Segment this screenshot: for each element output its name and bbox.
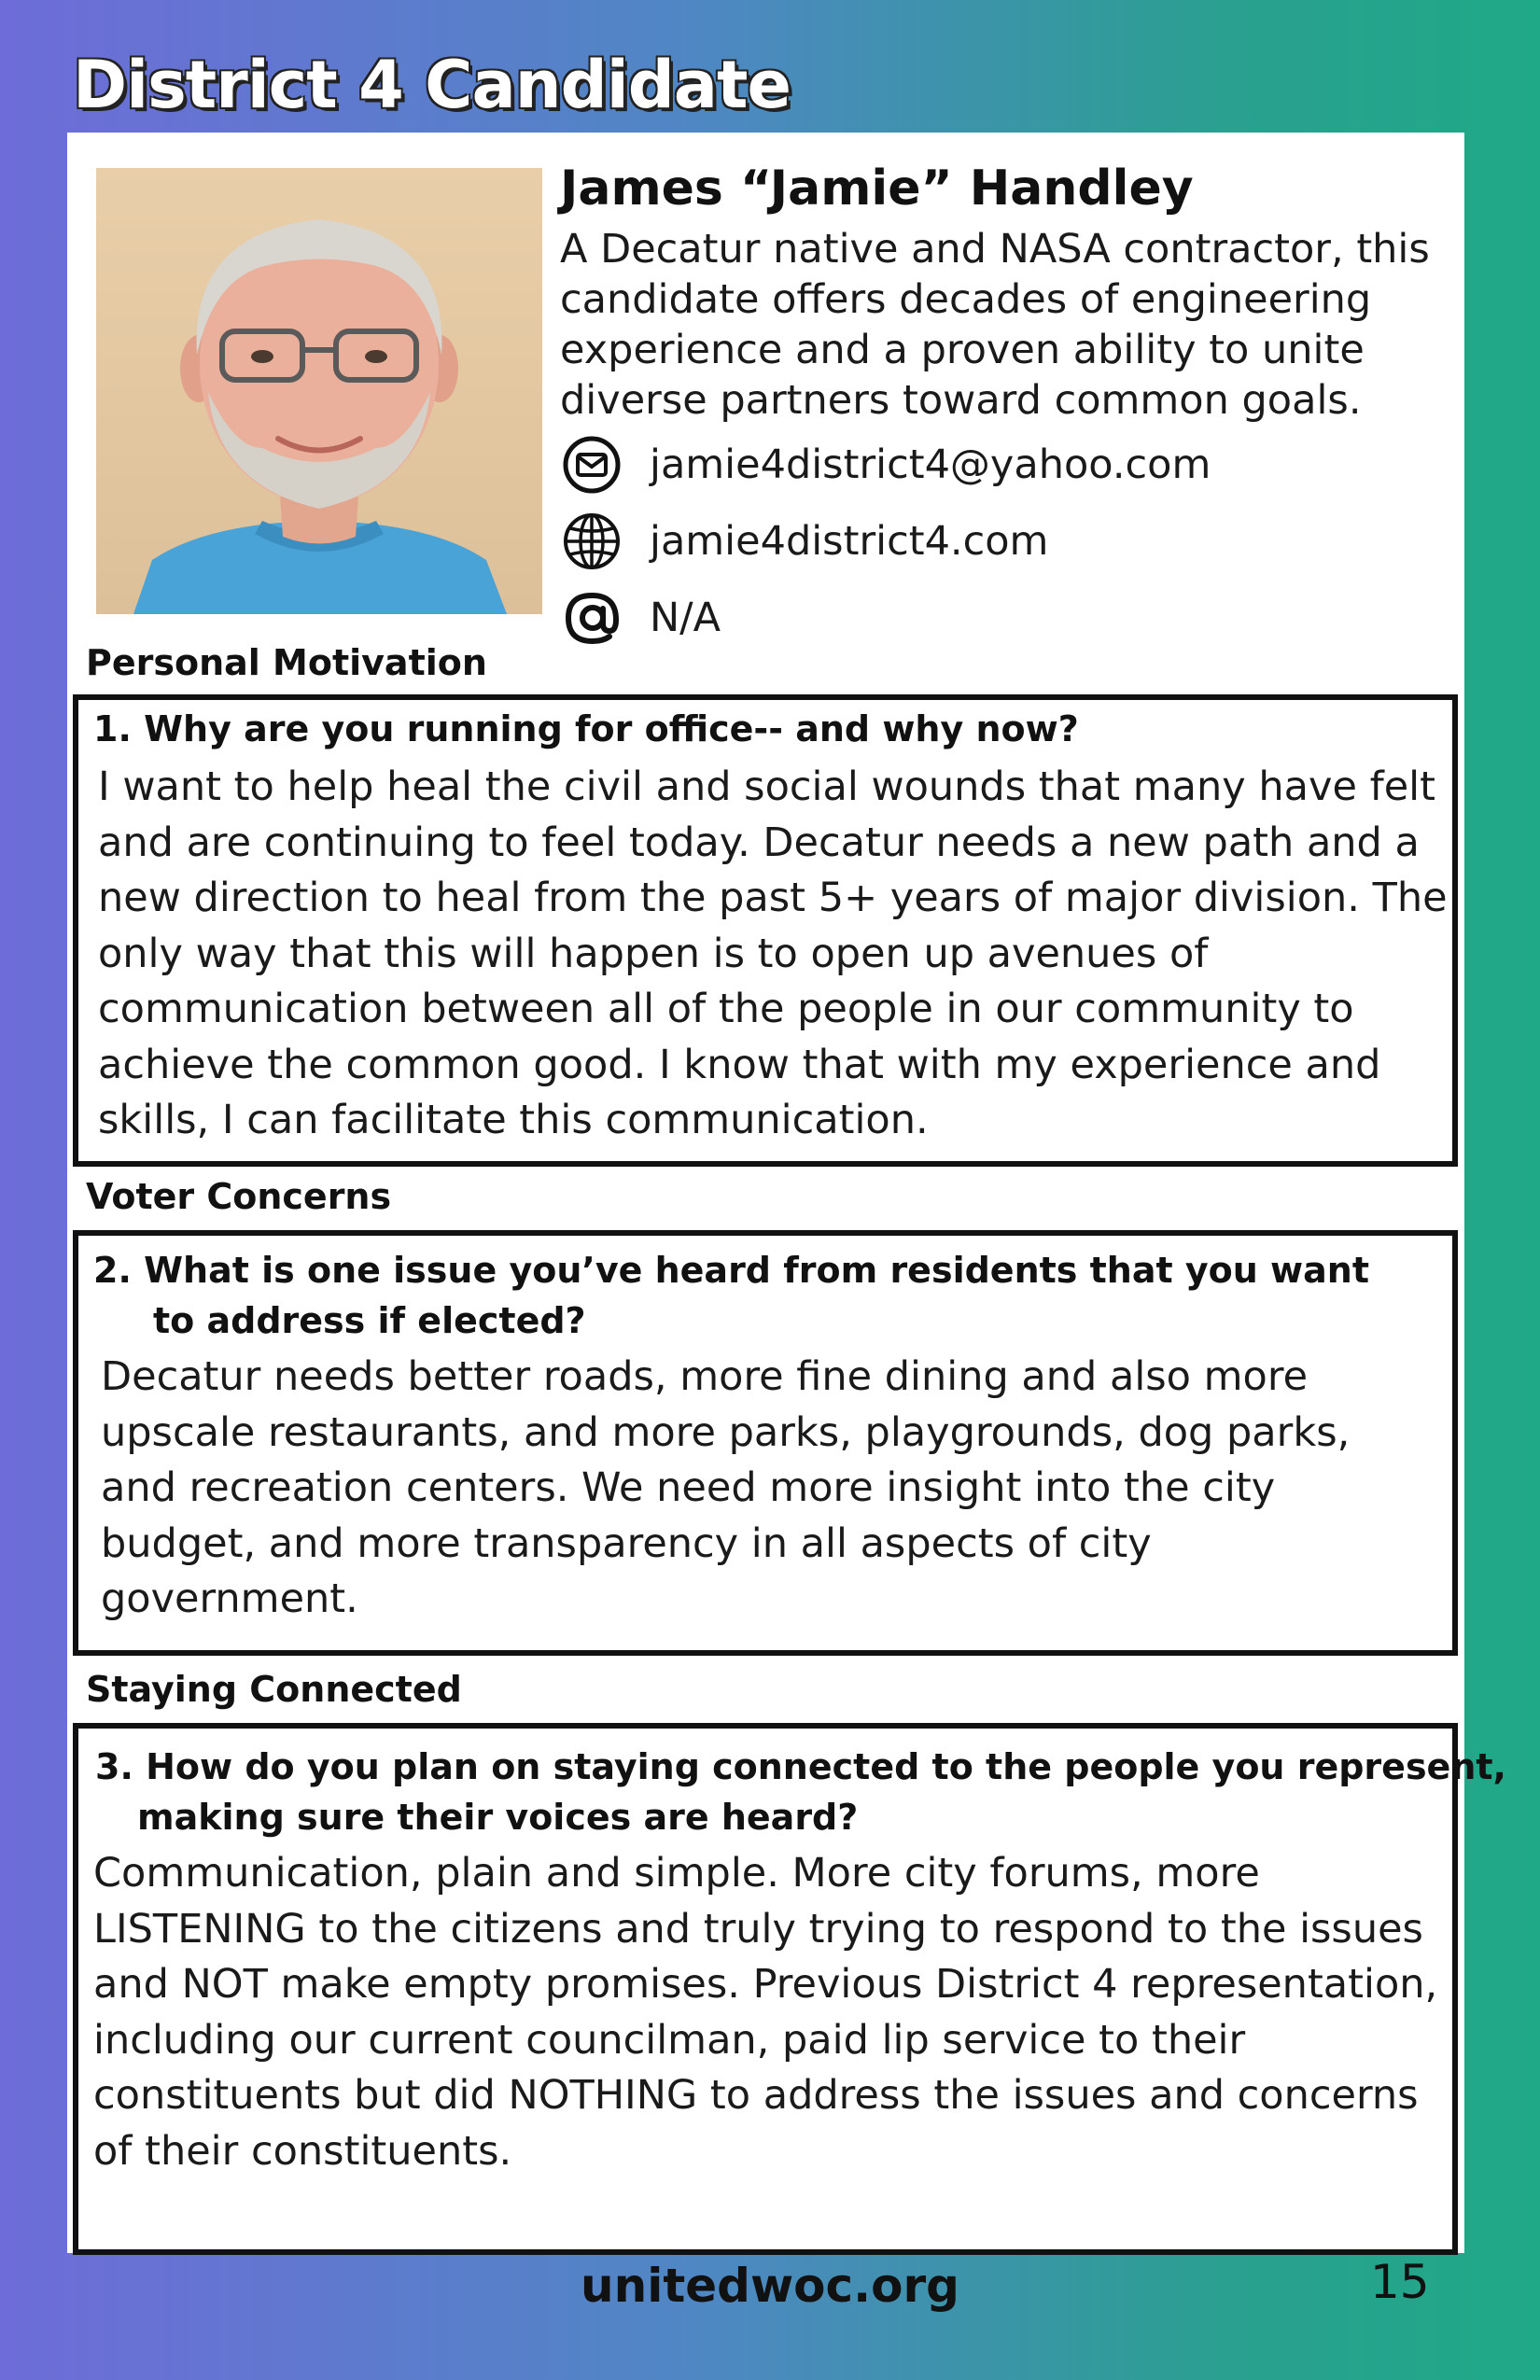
- question-1: [93, 704, 1079, 754]
- answer-3-line: LISTENING to the citizens and truly trying to respond to the issues: [93, 1905, 1423, 1953]
- footer-url[interactable]: unitedwoc.org: [581, 2259, 959, 2313]
- answer-3-line: including our current councilman, paid lip service to their: [93, 2016, 1246, 2064]
- answer-3-line: and NOT make empty promises. Previous District 4 representation,: [93, 1961, 1438, 2008]
- social-handle: N/A: [650, 595, 721, 641]
- question-2-line: to address if elected?: [153, 1300, 586, 1341]
- at-sign-icon: [560, 586, 623, 650]
- answer-3-line: of their constituents.: [93, 2127, 512, 2175]
- globe-icon: [560, 510, 623, 573]
- question-3: [95, 1742, 1506, 1842]
- answer-1-line: achieve the common good. I know that with my experience and: [98, 1041, 1381, 1088]
- answer-2-line: government.: [101, 1575, 358, 1622]
- answer-2-line: and recreation centers. We need more insight into the city: [101, 1464, 1276, 1511]
- answer-1-line: and are continuing to feel today. Decatur needs a new path and a: [98, 819, 1420, 866]
- answer-2: [101, 1350, 1350, 1628]
- website-address[interactable]: jamie4district4.com: [650, 518, 1049, 565]
- email-address[interactable]: jamie4district4@yahoo.com: [650, 441, 1211, 488]
- answer-1: [98, 760, 1448, 1149]
- candidate-name: James “Jamie” Handley: [560, 161, 1194, 217]
- candidate-photo: [96, 168, 542, 614]
- question-3-line: 3. How do you plan on staying connected to the people you represent,: [95, 1746, 1506, 1787]
- contact-website: [560, 508, 1048, 575]
- candidate-portrait-illustration: [96, 168, 542, 614]
- candidate-bio: A Decatur native and NASA contractor, this candidate offers decades of engineering experience and a proven ability to unite diverse partners toward common goals.: [560, 226, 1430, 424]
- page-title: District 4 Candidate: [73, 47, 791, 123]
- section-label-personal-motivation: Personal Motivation: [86, 642, 487, 683]
- answer-3-line: Communication, plain and simple. More city forums, more: [93, 1850, 1260, 1897]
- contact-social: [560, 584, 721, 651]
- answer-3: [93, 1846, 1437, 2179]
- answer-2-line: Decatur needs better roads, more fine dining and also more: [101, 1353, 1309, 1400]
- answer-2-line: upscale restaurants, and more parks, playgrounds, dog parks,: [101, 1408, 1351, 1456]
- section-label-voter-concerns: Voter Concerns: [86, 1176, 392, 1217]
- answer-1-line: only way that this will happen is to open up avenues of: [98, 930, 1209, 977]
- question-3-line: making sure their voices are heard?: [137, 1797, 859, 1838]
- answer-1-line: communication between all of the people in our community to: [98, 986, 1354, 1032]
- question-1-line: 1. Why are you running for office-- and why now?: [93, 708, 1079, 749]
- answer-1-line: I want to help heal the civil and social wounds that many have felt: [98, 763, 1435, 810]
- answer-1-line: new direction to heal from the past 5+ years of major division. The: [98, 875, 1448, 921]
- page-number: 15: [1370, 2255, 1430, 2309]
- contact-email: [560, 431, 1211, 498]
- answer-3-line: constituents but did NOTHING to address the issues and concerns: [93, 2072, 1419, 2119]
- question-2-line: 2. What is one issue you’ve heard from residents that you want: [93, 1250, 1370, 1291]
- email-icon: [560, 433, 623, 497]
- answer-1-line: skills, I can facilitate this communication.: [98, 1097, 929, 1143]
- answer-2-line: budget, and more transparency in all aspects of city: [101, 1519, 1152, 1567]
- section-label-staying-connected: Staying Connected: [86, 1669, 462, 1710]
- question-2: [93, 1245, 1369, 1346]
